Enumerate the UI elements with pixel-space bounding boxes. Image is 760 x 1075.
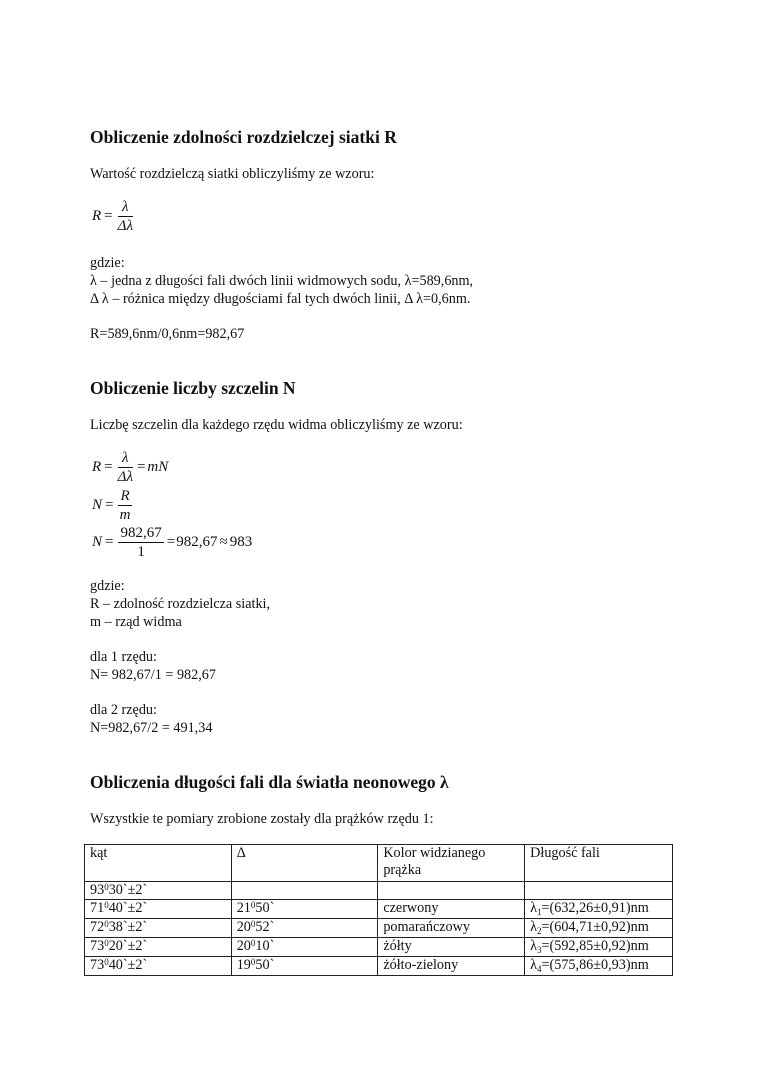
header-color: Kolor widzianego prążka	[378, 845, 525, 882]
eq3-numerator: 982,67	[120, 525, 162, 541]
formula-denominator: Δλ	[117, 218, 133, 234]
eq1-lhs: R	[92, 459, 102, 475]
table-row	[85, 882, 673, 900]
formula-numerator: λ	[118, 198, 133, 217]
order1-calc: N= 982,67/1 = 982,67	[90, 667, 216, 683]
cell-wavelength	[525, 882, 673, 900]
table-row	[85, 900, 673, 919]
section1-where-label: gdzie:	[90, 255, 125, 271]
header-angle: kąt	[85, 845, 232, 882]
equation-r-mn: R = $\frac{\lambda}{\Delta\lambda}$ = mN	[92, 450, 169, 485]
equation-n-value: N = $\frac{982,67}{1}$ = 982,67 ≈ 983	[92, 525, 253, 560]
order2-label: dla 2 rzędu:	[90, 702, 157, 718]
section2-intro: Liczbę szczelin dla każdego rzędu widma obliczyliśmy ze wzoru:	[90, 417, 463, 433]
cell-delta: $20^010`$	[231, 938, 378, 957]
cell-angle: $73^020`\pm 2`$	[85, 938, 232, 957]
eq2-lhs: N	[92, 497, 103, 513]
eq3-lhs: N	[92, 534, 103, 550]
eq2-denominator: m	[119, 507, 131, 523]
eq1-fraction	[118, 449, 133, 486]
formula-resolving-power: R = $\frac{\lambda}{\Delta\lambda}$	[92, 199, 133, 234]
eq3-approx: 983	[229, 534, 253, 550]
section1-heading: Obliczenie zdolności rozdzielczej siatki R	[90, 127, 397, 147]
table-row	[85, 938, 673, 957]
cell-delta: $19^050`$	[231, 957, 378, 976]
equation-n-r-over-m: N = $\frac{R}{m}$	[92, 488, 131, 523]
cell-delta	[231, 882, 378, 900]
neon-wavelength-table	[84, 844, 673, 976]
cell-wavelength: $\lambda_2=(604,71\pm 0,92)nm$	[525, 919, 673, 938]
eq1-denominator: Δλ	[117, 469, 133, 485]
order2-calc: N=982,67/2 = 491,34	[90, 720, 213, 736]
cell-wavelength: $\lambda_1=(632,26\pm 0,91)nm$	[525, 900, 673, 919]
cell-color: żółto-zielony	[378, 957, 525, 976]
eq1-numerator: λ	[118, 449, 133, 468]
order1-label: dla 1 rzędu:	[90, 649, 157, 665]
section2-heading: Obliczenie liczby szczelin N	[90, 378, 296, 398]
cell-color	[378, 882, 525, 900]
cell-color: żółty	[378, 938, 525, 957]
cell-angle: $72^038`\pm 2`$	[85, 919, 232, 938]
table-row	[85, 919, 673, 938]
eq3-fraction	[118, 524, 163, 561]
section2-def-m: m – rząd widma	[90, 614, 182, 630]
cell-delta: $20^052`$	[231, 919, 378, 938]
eq2-fraction	[118, 487, 131, 524]
header-wavelength: Długość fali	[525, 845, 673, 882]
section1-result: R=589,6nm/0,6nm=982,67	[90, 326, 245, 342]
cell-angle: $71^040`\pm 2`$	[85, 900, 232, 919]
cell-wavelength: $\lambda_4=(575,86\pm 0,93)nm$	[525, 957, 673, 976]
section2-def-r: R – zdolność rozdzielcza siatki,	[90, 596, 271, 612]
cell-color: pomarańczowy	[378, 919, 525, 938]
eq1-rhs: mN	[147, 459, 169, 475]
cell-delta: $21^050`$	[231, 900, 378, 919]
section1-def-lambda: λ – jedna z długości fali dwóch linii widmowych sodu, λ=589,6nm,	[90, 273, 474, 289]
eq2-numerator: R	[120, 488, 130, 504]
formula-lhs: R	[92, 208, 102, 224]
cell-angle: $93^030`\pm 2`$	[85, 882, 232, 900]
cell-color: czerwony	[378, 900, 525, 919]
cell-angle: $73^040`\pm 2`$	[85, 957, 232, 976]
section1-intro: Wartość rozdzielczą siatki obliczyliśmy ze wzoru:	[90, 166, 375, 182]
section1-def-delta-lambda: Δ λ – różnica między długościami fal tych dwóch linii, Δ λ=0,6nm.	[90, 291, 471, 307]
eq3-rhs: 982,67	[176, 534, 218, 550]
cell-wavelength: $\lambda_3=(592,85\pm 0,92)nm$	[525, 938, 673, 957]
section3-heading: Obliczenia długości fali dla światła neonowego λ	[90, 772, 449, 792]
eq3-denominator: 1	[137, 544, 145, 560]
table-header-row	[85, 845, 673, 882]
formula-fraction	[118, 198, 133, 235]
section3-intro: Wszystkie te pomiary zrobione zostały dla prążków rzędu 1:	[90, 811, 434, 827]
header-delta: Δ	[231, 845, 378, 882]
section2-where-label: gdzie:	[90, 578, 125, 594]
table-row	[85, 957, 673, 976]
